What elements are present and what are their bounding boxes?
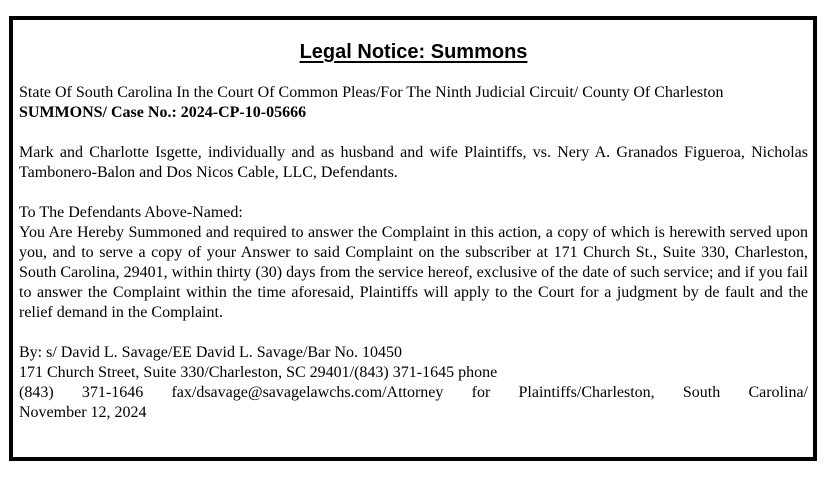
- address-line: 171 Church Street, Suite 330/Charleston, SC 29401/(843) 371-1645 phone: [19, 364, 498, 381]
- attorney-paragraph: [19, 343, 808, 423]
- summons-body: You Are Hereby Summoned and required to answer the Complaint in this action, a copy of which is herewith served upon you, and to serve a copy of your Answer to said Complaint on the subscriber at 171 Church St., Suite 330, Charleston, South Carolina, 29401, within thirty (30) days from the service hereof, exclusive of the date of such service; and if you fail to answer the Complaint within the time aforesaid, Plaintiffs will apply to the Court for a judgment by de fault and the relief demand in the Complaint.: [19, 224, 808, 321]
- court-line: State Of South Carolina In the Court Of Common Pleas/For The Ninth Judicial Circuit/ County Of Charleston: [19, 84, 724, 101]
- legal-notice: [9, 16, 817, 461]
- date-line: November 12, 2024: [19, 404, 147, 421]
- case-number: SUMMONS/ Case No.: 2024-CP-10-05666: [19, 104, 307, 121]
- notice-body: [19, 83, 808, 423]
- court-paragraph: [19, 83, 808, 123]
- contact-line: (843) 371-1646 fax/dsavage@savagelawchs.com/Attorney for Plaintiffs/Charleston, South Carolina/: [19, 384, 808, 401]
- addressee-line: To The Defendants Above-Named:: [19, 204, 243, 221]
- signature-line: By: s/ David L. Savage/EE David L. Savage/Bar No. 10450: [19, 344, 403, 361]
- summons-paragraph: [19, 203, 808, 323]
- parties-paragraph: Mark and Charlotte Isgette, individually and as husband and wife Plaintiffs, vs. Nery A. Granados Figueroa, Nicholas Tambonero-Balon and Dos Nicos Cable, LLC, Defendants.: [19, 144, 808, 181]
- notice-title: Legal Notice: Summons: [299, 41, 528, 63]
